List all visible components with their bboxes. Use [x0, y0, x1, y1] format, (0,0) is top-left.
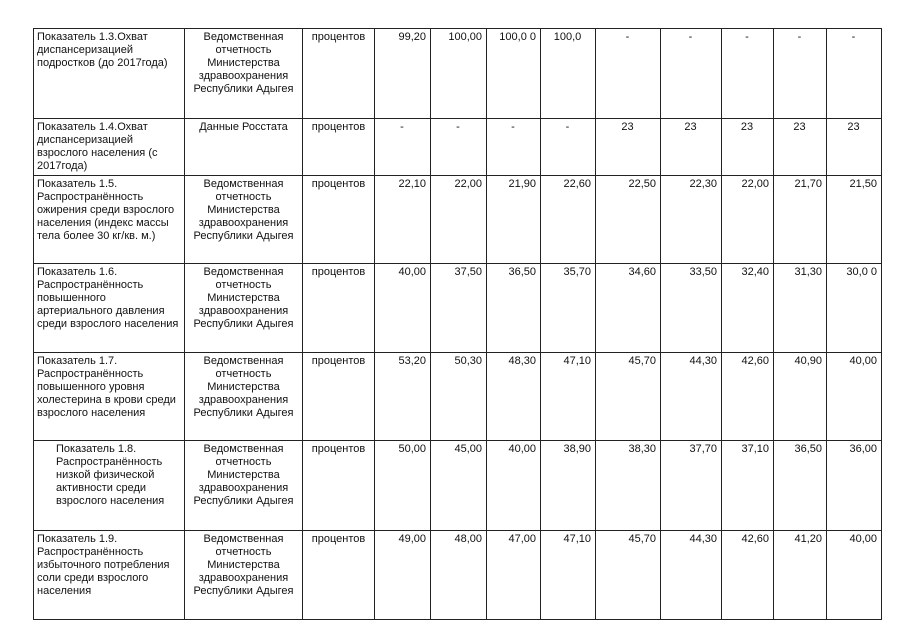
value-cell: 32,40 [722, 264, 774, 353]
value-cell: 40,00 [827, 353, 882, 441]
value-cell: 47,10 [541, 531, 596, 620]
indicator-name: Показатель 1.3.Охват диспансеризацией подростков (до 2017года) [34, 29, 185, 119]
value-cell: 37,70 [661, 441, 722, 531]
value-cell: - [541, 119, 596, 176]
value-cell: 38,90 [541, 441, 596, 531]
value-cell: - [375, 119, 431, 176]
indicator-name: Показатель 1.8. Распространённость низкой физической активности среди взрослого населения [34, 441, 185, 531]
table-row [34, 29, 882, 119]
value-cell: 23 [774, 119, 827, 176]
indicator-name: Показатель 1.9. Распространённость избыточного потребления соли среди взрослого населения [34, 531, 185, 620]
value-cell: 36,00 [827, 441, 882, 531]
value-cell: 53,20 [375, 353, 431, 441]
data-source: Ведомственная отчетность Министерства здравоохранения Республики Адыгея [185, 264, 303, 353]
value-cell: 21,50 [827, 176, 882, 264]
indicator-name: Показатель 1.7. Распространённость повышенного уровня холестерина в крови среди взрослого населения [34, 353, 185, 441]
unit: процентов [303, 29, 375, 119]
value-cell: 50,00 [375, 441, 431, 531]
value-cell: 34,60 [596, 264, 661, 353]
value-cell: 40,90 [774, 353, 827, 441]
data-source: Ведомственная отчетность Министерства здравоохранения Республики Адыгея [185, 531, 303, 620]
value-cell: 40,00 [375, 264, 431, 353]
value-cell: 45,00 [431, 441, 487, 531]
value-cell: 100,0 [541, 29, 596, 119]
value-cell: 36,50 [774, 441, 827, 531]
table-row [34, 176, 882, 264]
value-cell: 36,50 [487, 264, 541, 353]
value-cell: 47,00 [487, 531, 541, 620]
value-cell: - [661, 29, 722, 119]
value-cell: 40,00 [827, 531, 882, 620]
value-cell: - [487, 119, 541, 176]
table-row [34, 264, 882, 353]
data-source: Ведомственная отчетность Министерства здравоохранения Республики Адыгея [185, 29, 303, 119]
value-cell: 41,20 [774, 531, 827, 620]
unit: процентов [303, 353, 375, 441]
value-cell: 44,30 [661, 353, 722, 441]
unit: процентов [303, 441, 375, 531]
value-cell: 22,00 [431, 176, 487, 264]
value-cell: 22,10 [375, 176, 431, 264]
unit: процентов [303, 176, 375, 264]
value-cell: 35,70 [541, 264, 596, 353]
value-cell: 40,00 [487, 441, 541, 531]
value-cell: 100,0 0 [487, 29, 541, 119]
value-cell: 22,60 [541, 176, 596, 264]
value-cell: 37,10 [722, 441, 774, 531]
value-cell: 23 [596, 119, 661, 176]
value-cell: 21,90 [487, 176, 541, 264]
unit: процентов [303, 264, 375, 353]
table-row [34, 441, 882, 531]
value-cell: 33,50 [661, 264, 722, 353]
value-cell: - [596, 29, 661, 119]
value-cell: 45,70 [596, 531, 661, 620]
value-cell: 45,70 [596, 353, 661, 441]
value-cell: 23 [722, 119, 774, 176]
value-cell: 48,00 [431, 531, 487, 620]
value-cell: 22,30 [661, 176, 722, 264]
value-cell: - [431, 119, 487, 176]
indicator-name: Показатель 1.4.Охват диспансеризацией взрослого населения (с 2017года) [34, 119, 185, 176]
unit: процентов [303, 119, 375, 176]
value-cell: 42,60 [722, 353, 774, 441]
value-cell: 23 [661, 119, 722, 176]
value-cell: 47,10 [541, 353, 596, 441]
indicator-name: Показатель 1.6. Распространённость повышенного артериального давления среди взрослого населения [34, 264, 185, 353]
value-cell: 50,30 [431, 353, 487, 441]
table-row [34, 353, 882, 441]
value-cell: 30,0 0 [827, 264, 882, 353]
value-cell: 31,30 [774, 264, 827, 353]
unit: процентов [303, 531, 375, 620]
value-cell: 44,30 [661, 531, 722, 620]
data-source: Ведомственная отчетность Министерства здравоохранения Республики Адыгея [185, 176, 303, 264]
value-cell: 38,30 [596, 441, 661, 531]
data-source: Ведомственная отчетность Министерства здравоохранения Республики Адыгея [185, 353, 303, 441]
value-cell: 49,00 [375, 531, 431, 620]
value-cell: 100,00 [431, 29, 487, 119]
value-cell: - [722, 29, 774, 119]
value-cell: 22,00 [722, 176, 774, 264]
indicators-table [33, 28, 882, 620]
data-source: Данные Росстата [185, 119, 303, 176]
value-cell: - [774, 29, 827, 119]
indicator-name: Показатель 1.5. Распространённость ожирения среди взрослого населения (индекс массы тела более 30 кг/кв. м.) [34, 176, 185, 264]
value-cell: - [827, 29, 882, 119]
table-row [34, 119, 882, 176]
document-page [33, 28, 882, 620]
value-cell: 23 [827, 119, 882, 176]
value-cell: 99,20 [375, 29, 431, 119]
value-cell: 42,60 [722, 531, 774, 620]
table-row [34, 531, 882, 620]
value-cell: 37,50 [431, 264, 487, 353]
value-cell: 22,50 [596, 176, 661, 264]
data-source: Ведомственная отчетность Министерства здравоохранения Республики Адыгея [185, 441, 303, 531]
value-cell: 48,30 [487, 353, 541, 441]
value-cell: 21,70 [774, 176, 827, 264]
